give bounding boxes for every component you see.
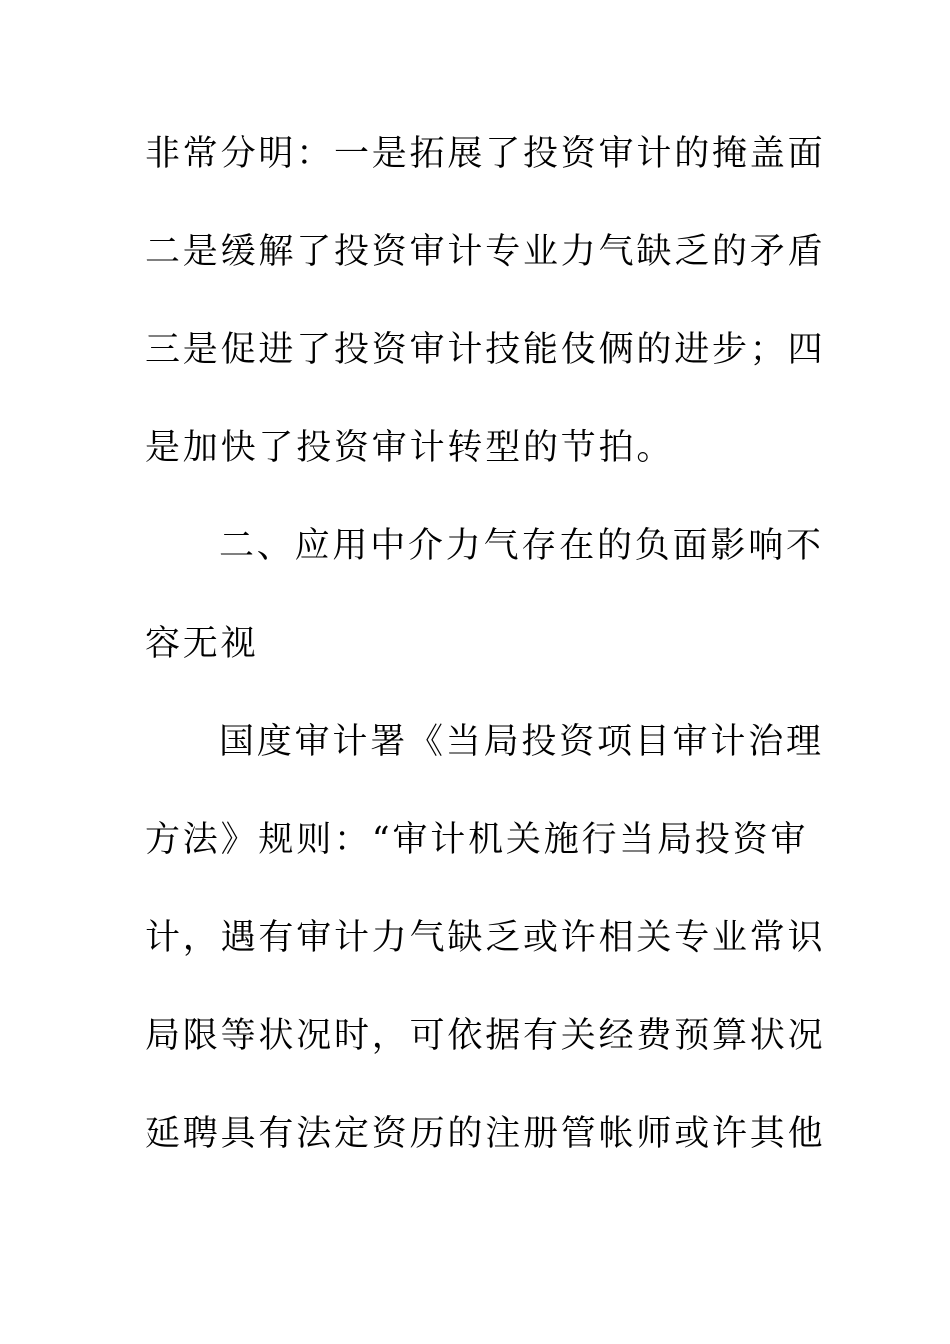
paragraph-line-9: 延聘具有法定资历的注册管帐师或许其他 xyxy=(145,1114,826,1154)
paragraph-line-5: 国度审计署《当局投资项目审计治理 xyxy=(219,722,824,762)
paragraph-line-4: 是加快了投资审计转型的节拍。 xyxy=(145,428,675,468)
paragraph-line-6: 方法》规则：“审计机关施行当局投资审 xyxy=(145,820,809,860)
document-page xyxy=(145,124,826,1202)
paragraph-line-7: 计，遇有审计力气缺乏或许相关专业常识 xyxy=(145,918,826,958)
section-heading-line-1: 二、应用中介力气存在的负面影响不 xyxy=(219,526,824,566)
section-heading-line-2: 容无视 xyxy=(145,624,259,664)
paragraph-line-3: 三是促进了投资审计技能伎俩的进步；四 xyxy=(145,330,826,370)
paragraph-line-2: 二是缓解了投资审计专业力气缺乏的矛盾 xyxy=(145,232,826,272)
paragraph-line-8: 局限等状况时，可依据有关经费预算状况 xyxy=(145,1016,826,1056)
paragraph-line-1: 非常分明：一是拓展了投资审计的掩盖面 xyxy=(145,134,826,174)
